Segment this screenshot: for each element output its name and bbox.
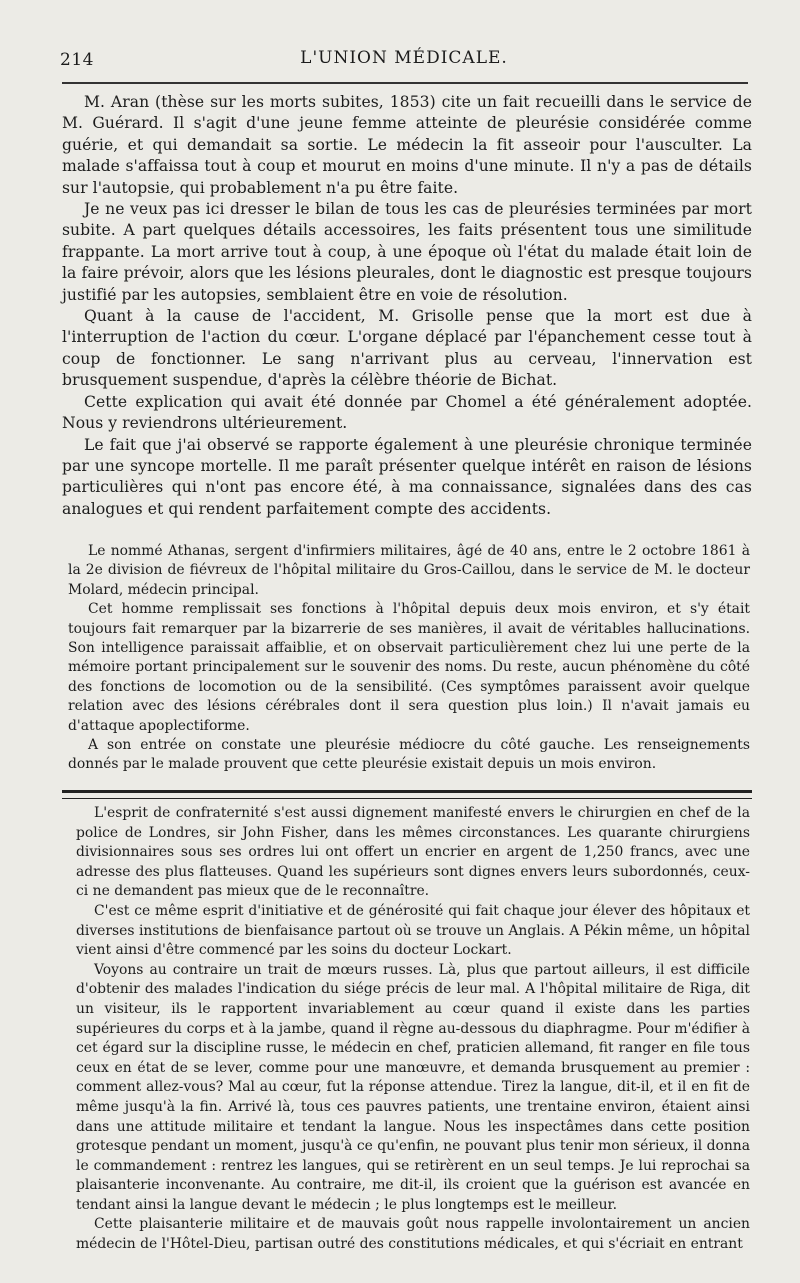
body-paragraph: M. Aran (thèse sur les morts subites, 1853) cite un fait recueilli dans le service de M. Guérard. Il s'agit d'une jeune femme atteinte de pleurésie considérée comme guérie, et qui demandait sa sortie. Le médecin la fit asseoir pour l'ausculter. La malade s'affaissa tout à coup et mourut en moins d'une minute. Il n'y a pas de détails sur l'autopsie, qui probablement n'a pu être faite. (62, 93, 752, 197)
note-paragraph: Voyons au contraire un trait de mœurs russes. Là, plus que partout ailleurs, il est difficile d'obtenir des malades l'indication du siége précis de leur mal. A l'hôpital militaire de Riga, dit un visiteur, ils le rapportent invariablement au cœur quand il existe dans les parties supérieures du corps et à la jambe, quand il règne au-dessous du diaphragme. Pour m'édifier à cet égard sur la discipline russe, le médecin en chef, praticien allemand, fit ranger en file tous ceux en état de se lever, comme pour une manœuvre, et demanda brusquement au premier : comment allez-vous? Mal au cœur, fut la réponse attendue. Tirez la langue, dit-il, et il en fit de même jusqu'à la fin. Arrivé là, tous ces pauvres patients, une trentaine environ, étaient ainsi dans une attitude militaire et tendant la langue. Nous les inspectâmes dans cette position grotesque pendant un moment, jusqu'à ce qu'enfin, ne pouvant plus tenir mon sérieux, il donna le commandement : rentrez les langues, qui se retirèrent en un seul temps. Je lui reprochai sa plaisanterie inconvenante. Au contraire, me dit-il, ils croient que la guérison est avancée en tendant ainsi la langue devant le médecin ; le plus longtemps est le meilleur. (76, 961, 750, 1213)
case-paragraph: Le nommé Athanas, sergent d'infirmiers militaires, âgé de 40 ans, entre le 2 octobre 1861 à la 2e division de fiévreux de l'hôpital militaire du Gros-Caillou, dans le service de M. le docteur Molard, médecin principal. (68, 543, 750, 598)
body-paragraph: Quant à la cause de l'accident, M. Grisolle pense que la mort est due à l'interruption de l'action du cœur. L'organe déplacé par l'épanchement cesse tout à coup de fonctionner. Le sang n'arrivant plus au cerveau, l'innervation est brusquement suspendue, d'après la célèbre théorie de Bichat. (62, 307, 752, 390)
case-paragraph: A son entrée on constate une pleurésie médiocre du côté gauche. Les renseignements donnés par le malade prouvent que cette pleurésie existait depuis un mois environ. (68, 737, 750, 773)
header-rule (62, 82, 748, 84)
section-divider (62, 790, 752, 799)
feuilleton-notes (76, 804, 750, 1255)
note-paragraph: L'esprit de confraternité s'est aussi dignement manifesté envers le chirurgien en chef de la police de Londres, sir John Fisher, dans les mêmes circonstances. Les quarante chirurgiens divisionnaires sous ses ordres lui ont offert un encrier en argent de 1,250 francs, avec une adresse des plus flatteuses. Quand les supérieurs sont dignes envers leurs subordonnés, ceux-ci ne demandent pas mieux que de le reconnaître. (76, 805, 750, 900)
page-header (58, 46, 750, 76)
body-paragraph: Cette explication qui avait été donnée par Chomel a été généralement adoptée. Nous y reviendrons ultérieurement. (62, 392, 752, 433)
note-paragraph: C'est ce même esprit d'initiative et de générosité qui fait chaque jour élever des hôpitaux et diverses institutions de bienfaisance partout où se trouve un Anglais. A Pékin même, un hôpital vient ainsi d'être commencé par les soins du docteur Lockart. (76, 902, 750, 959)
running-title: L'UNION MÉDICALE. (300, 48, 508, 68)
body-paragraph: Le fait que j'ai observé se rapporte également à une pleurésie chronique terminée par une syncope mortelle. Il me paraît présenter quelque intérêt en raison de lésions particulières qui n'ont pas encore été, à ma connaissance, signalées dans des cas analogues et qui rendent parfaitement compte des accidents. (62, 435, 752, 518)
case-report (68, 542, 750, 775)
note-paragraph: Cette plaisanterie militaire et de mauvais goût nous rappelle involontairement un ancien médecin de l'Hôtel-Dieu, partisan outré des constitutions médicales, et qui s'écriait en entrant (76, 1216, 750, 1253)
main-text (62, 92, 752, 520)
body-paragraph: Je ne veux pas ici dresser le bilan de tous les cas de pleurésies terminées par mort subite. A part quelques détails accessoires, les faits présentent tous une similitude frappante. La mort arrive tout à coup, à une époque où l'état du malade était loin de la faire prévoir, alors que les lésions pleurales, dont le diagnostic est presque toujours justifié par les autopsies, semblaient être en voie de résolution. (62, 200, 752, 304)
case-paragraph: Cet homme remplissait ses fonctions à l'hôpital depuis deux mois environ, et s'y était toujours fait remarquer par la bizarrerie de ses manières, il avait de véritables hallucinations. Son intelligence paraissait affaiblie, et on observait particulièrement chez lui une perte de la mémoire portant principalement sur le souvenir des noms. Du reste, aucun phénomène du côté des fonctions de locomotion ou de la sensibilité. (Ces symptômes paraissent avoir quelque relation avec des lésions cérébrales dont il sera question plus loin.) Il n'avait jamais eu d'attaque apoplectiforme. (68, 601, 750, 734)
page-number: 214 (60, 50, 94, 70)
